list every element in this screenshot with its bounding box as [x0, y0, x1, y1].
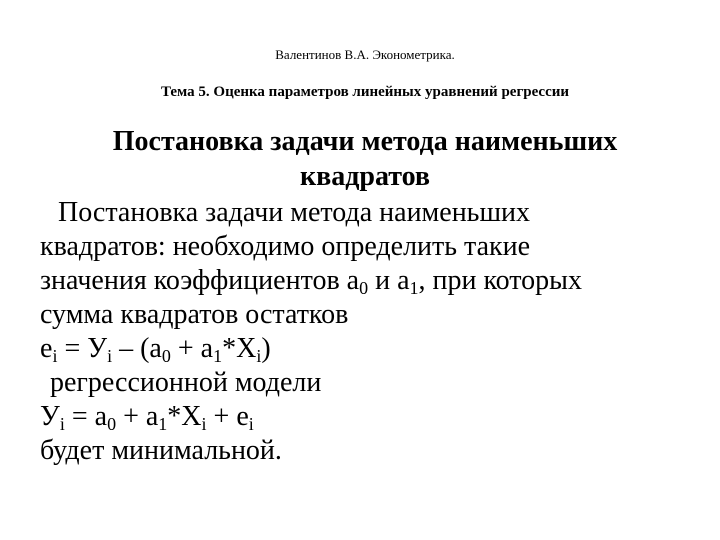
formula-symbol: ) — [261, 333, 271, 364]
body-line-3-a: значения коэффициентов а — [40, 265, 360, 296]
subscript: 0 — [359, 278, 369, 298]
residual-formula — [40, 332, 700, 366]
formula-symbol: е — [40, 333, 53, 364]
body-line-4: сумма квадратов остатков — [40, 299, 349, 330]
formula-symbol: *Х — [222, 333, 257, 364]
body-line-3 — [40, 264, 700, 298]
body-line-6: регрессионной модели — [50, 367, 322, 398]
author-header: Валентинов В.А. Эконометрика. — [275, 47, 455, 62]
slide-title-line1: Постановка задачи метода наименьших — [112, 126, 618, 157]
formula-symbol: + а — [116, 401, 159, 432]
body-line-3-b: и а — [368, 265, 410, 296]
slide-body — [40, 196, 700, 468]
topic-header: Тема 5. Оценка параметров линейных уравнений регрессии — [160, 84, 570, 100]
formula-symbol: + а — [170, 333, 214, 364]
formula-symbol: – (а — [112, 333, 162, 364]
body-line-8: будет минимальной. — [40, 435, 282, 466]
formula-symbol: = а — [64, 401, 108, 432]
body-line-1: Постановка задачи метода наименьших — [58, 197, 530, 228]
subscript: i — [201, 414, 207, 434]
regression-formula — [40, 400, 700, 434]
subscript: i — [256, 346, 262, 366]
subscript: 1 — [213, 346, 223, 366]
subscript: 0 — [161, 346, 171, 366]
formula-symbol: = У — [57, 333, 108, 364]
subscript: i — [52, 346, 58, 366]
slide-title-line2: квадратов — [299, 161, 431, 192]
body-line-3-c: , при которых — [418, 265, 582, 296]
formula-symbol: У — [40, 401, 60, 432]
subscript: i — [248, 414, 254, 434]
body-line-2: квадратов: необходимо определить такие — [40, 231, 531, 262]
subscript: 1 — [158, 414, 168, 434]
slide-title — [40, 124, 690, 194]
subscript: i — [107, 346, 113, 366]
subscript: 1 — [409, 278, 419, 298]
formula-symbol: *Х — [167, 401, 202, 432]
formula-symbol: + е — [206, 401, 249, 432]
subscript: i — [59, 414, 65, 434]
subscript: 0 — [107, 414, 117, 434]
